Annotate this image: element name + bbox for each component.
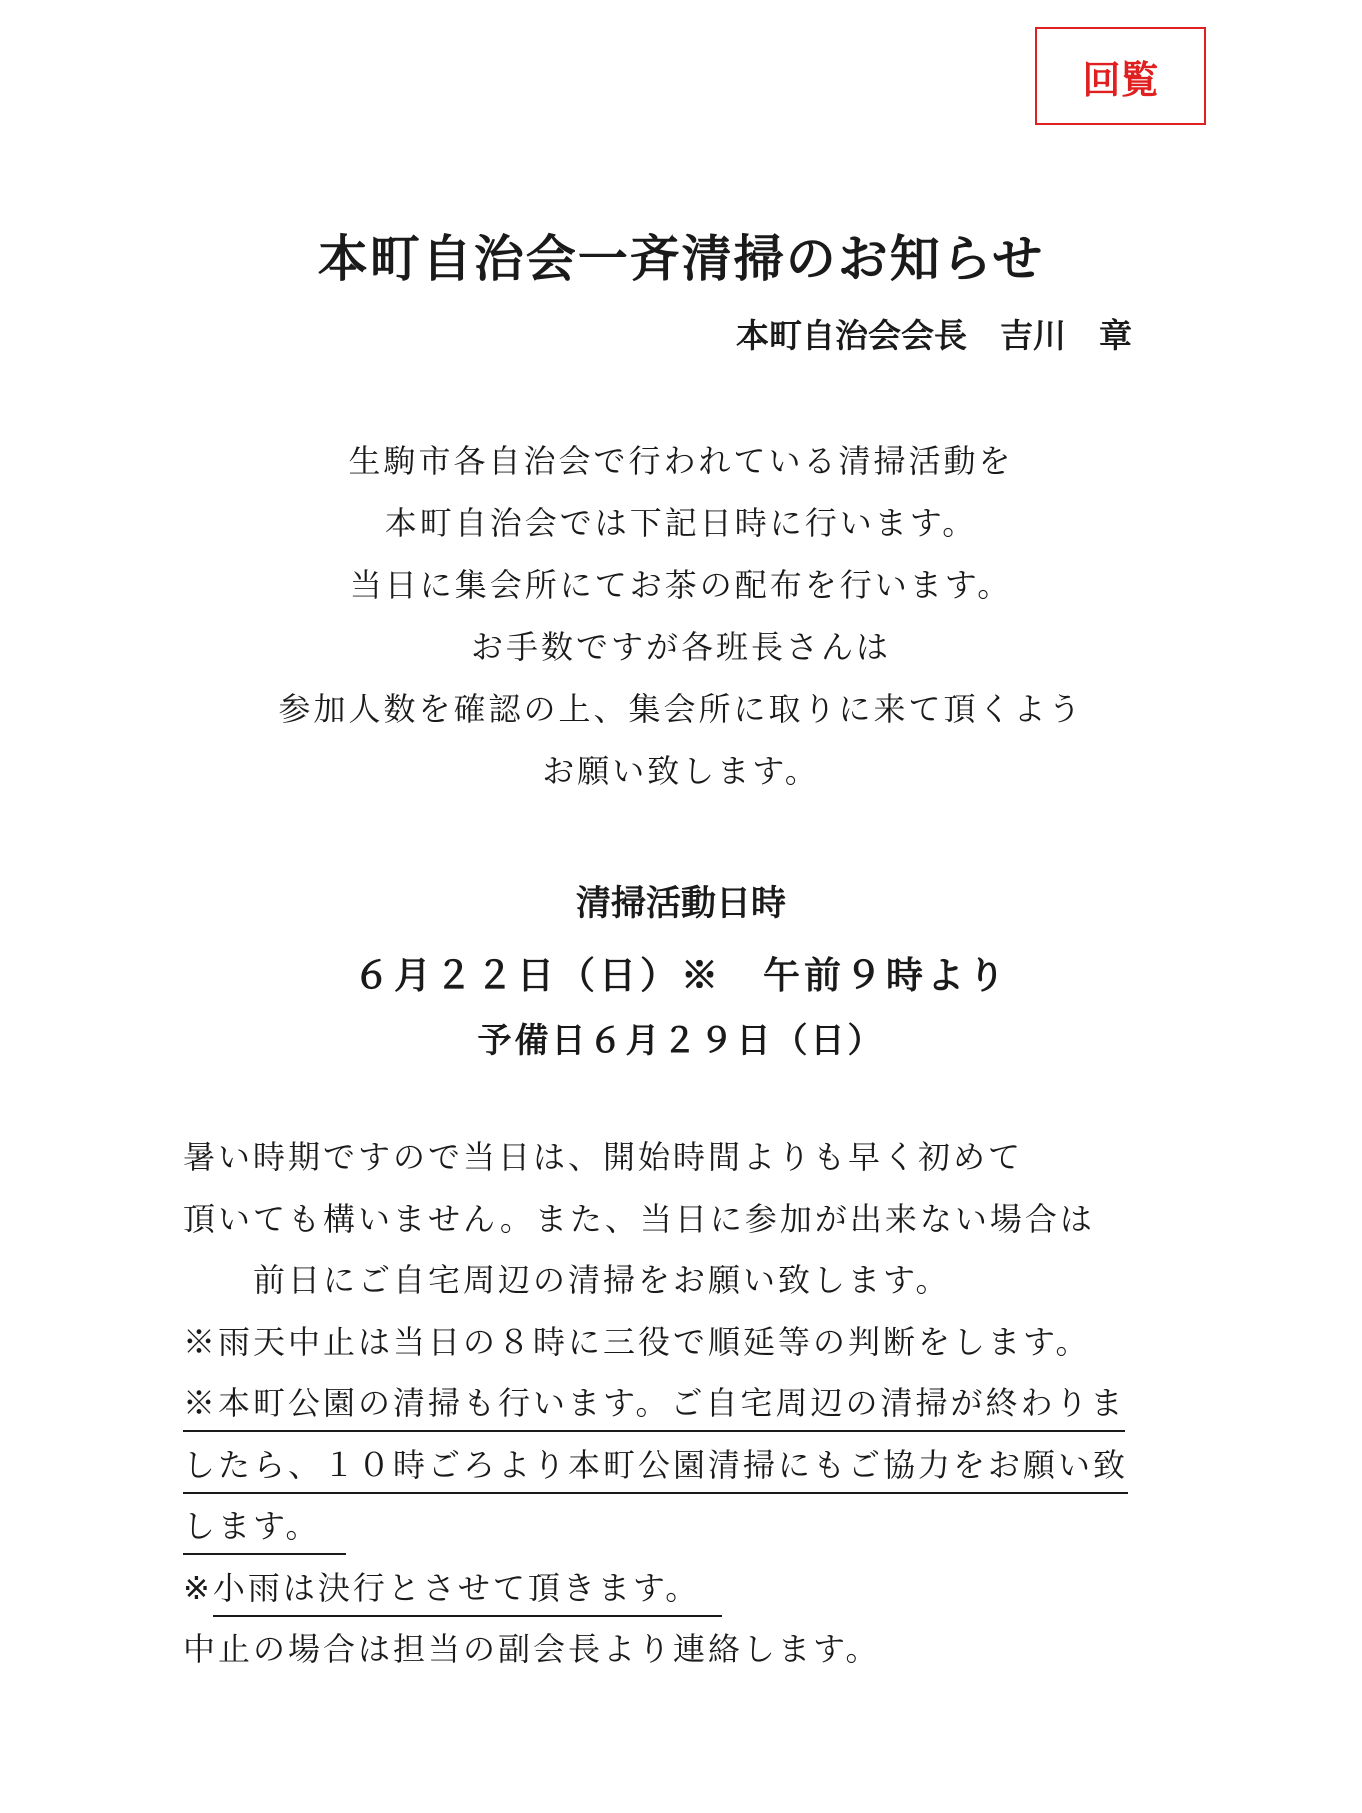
underlined-text: ※本町公園の清掃も行います。ご自宅周辺の清掃が終わりま (183, 1378, 1125, 1432)
note-line: 頂いても構いません。また、当日に参加が出来ない場合は (183, 1199, 1095, 1238)
page-title: 本町自治会一斉清掃のお知らせ (317, 229, 1045, 288)
note-line: ※雨天中止は当日の８時に三役で順延等の判断をします。 (183, 1322, 1091, 1361)
intro-line: お手数ですが各班長さんは (470, 628, 891, 666)
note-line: 前日にご自宅周辺の清掃をお願い致します。 (183, 1261, 951, 1299)
note-line (183, 1558, 1183, 1620)
note-mark: ※ (183, 1568, 213, 1607)
schedule-reserve-date: 予備日６月２９日（日） (477, 1021, 885, 1061)
note-line-underlined (183, 1496, 1183, 1558)
notes-section (183, 1127, 1183, 1681)
intro-line: お願い致します。 (542, 752, 820, 790)
intro-line: 生駒市各自治会で行われている清掃活動を (348, 442, 1014, 480)
note-line-underlined (183, 1373, 1183, 1435)
note-line: 暑い時期ですので当日は、開始時間よりも早く初めて (183, 1138, 1024, 1176)
author-line: 本町自治会会長 吉川 章 (736, 316, 1132, 355)
intro-line: 参加人数を確認の上、集会所に取りに来て頂くよう (278, 690, 1084, 728)
note-line: 中止の場合は担当の副会長より連絡します。 (183, 1630, 881, 1668)
circulation-stamp: 回覧 (1035, 27, 1206, 125)
schedule-heading: 清掃活動日時 (575, 883, 786, 924)
intro-line: 当日に集会所にてお茶の配布を行います。 (349, 566, 1013, 604)
underlined-text: します。 (183, 1501, 346, 1555)
intro-paragraph (0, 430, 1362, 802)
schedule-date: ６月２２日（日）※ 午前９時より (353, 953, 1009, 997)
schedule-section (0, 872, 1362, 1072)
intro-line: 本町自治会では下記日時に行います。 (384, 504, 978, 542)
note-line-underlined (183, 1435, 1183, 1497)
underlined-text: したら、１０時ごろより本町公園清掃にもご協力をお願い致 (183, 1440, 1128, 1494)
underlined-text: 小雨は決行とさせて頂きます。 (213, 1563, 722, 1617)
